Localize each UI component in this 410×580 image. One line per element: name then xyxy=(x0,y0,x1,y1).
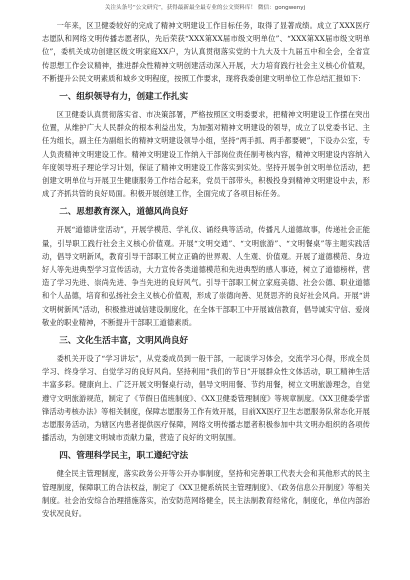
intro-paragraph: 一年来，区卫健委较好的完成了精神文明建设工作目标任务，取得了显著成绩。成立了XXX医疗志愿队和网络文明传播志愿者队，先后荣获“XXX第XX届市级文明单位”、“XXX第XX届市级文明单位”，委机关成功创建区级文明家庭XX户，为认真贯彻落实党的十九大及十九届五中和全会，全省宣传思想工作会议精神，推进群众性精神文明创建活动深入开展，大力培育践行社会主义核心价值观，不断提升公民文明素质和城乡文明程度，按照工作要求，现将我委创建文明单位工作总结汇报如下： xyxy=(42,21,370,83)
section-4-paragraph: 健全民主管理制度，落实政务公开等公开办事制度，坚持和完善职工代表大会和其他形式的民主管理制度，保障职工的合法权益，制定了《XX卫健系统民主管理制度》、《政务信息公开制度》等相关制度。社会治安综合治理措施落实，治安防范网络健全，民主法制教育经常化，制度化，单位内部治安状况良好。 xyxy=(42,469,370,519)
section-3-title: 三、文化生活丰富，文明风尚良好 xyxy=(59,336,189,347)
section-3-paragraph: 委机关开设了“学习讲坛”，从党委成员到一般干部，一起谈学习体会，交流学习心得，形成全员学习、终身学习、自觉学习的良好风尚。坚持利用“我们的节日”开展群众性文体活动，职工精神生活丰富多彩。健康向上、广泛开展文明餐桌行动，倡导文明用餐、节约用餐，树立文明旅游理念，自觉遵守文明旅游规范，制定了《节假日值班制度》、《XX卫健委管理制度》等规章制度。《XX卫健委学雷锋活动考核办法》等相关制度，保障志愿服务工作有效开展，目前XX医疗卫生志愿服务队常态化开展志愿服务活动，为辖区内患者提供医疗保障，网络文明传播志愿者积极参加中共文明办组织的各项传播活动，为创建文明城市贡献力量，营造了良好的文明氛围。 xyxy=(42,354,370,443)
section-2-title: 二、思想教育深入，道德风尚良好 xyxy=(59,207,189,218)
section-1-title: 一、组织领导有力，创建工作扎实 xyxy=(59,92,189,103)
section-4-title: 四、管理科学民主，职工遵纪守法 xyxy=(59,451,189,462)
document-body xyxy=(42,19,370,520)
section-2-paragraph: 开展“道德讲堂活动”，开展学模范、学礼仪、诵经典等活动，传播凡人道德故事，传递社会正能量，引导职工践行社会主义核心价值观。开展“文明交通”、“文明旅游”、“文明餐桌”等主题实践活动，倡导文明新风，教育引导干部职工树立正确的世界观、人生观、价值观。开展了道德模范、身边好人等先进典型学习宣传活动，大力宣传各类道德模范和先进典型的感人事迹，树立了道德榜样，营造了学习先进、崇尚先进、争当先进的良好风气。引导干部职工树立家庭美德、社会公德、职业道德和个人品德，培育和弘扬社会主义核心价值观，形成了崇德向善、见贤思齐的良好社会风尚。开展“讲文明树新风”活动，积极推进诚信建设制度化，在全体干部职工中开展诚信教育，倡导诚实守信、爱岗敬业的职业精神，不断提升干部职工道德素质。 xyxy=(42,225,370,327)
header-note: 关注头条号“公文研究”，获得最新最全最专业的公文资料库！ 微信：gongwenyj xyxy=(104,5,306,11)
section-1-paragraph: 区卫健委认真贯彻落实省、市决策部署，严格按照区文明委要求，把精神文明建设工作摆在突出位置，从维护广大人民群众的根本利益出发，为加强对精神文明建设的领导，成立了以党委书记、主任为组长，副主任为副组长的精神文明建设领导小组，坚持“两手抓、两手都要硬”，下设办公室，专人负责精神文明建设工作。精神文明建设工作纳入干部岗位责任制考核内容，精神文明建设内容纳入年度领导班子理论学习计划，保证了精神文明建设工作落实到实处。坚持开展争创文明单位活动，把创建文明单位与开展卫生健康服务工作结合起来，党员干部带头，积极投身到精神文明建设中去，形成了齐抓共管的良好局面。积极开展创建工作，全面完成了各项目标任务。 xyxy=(42,110,370,199)
